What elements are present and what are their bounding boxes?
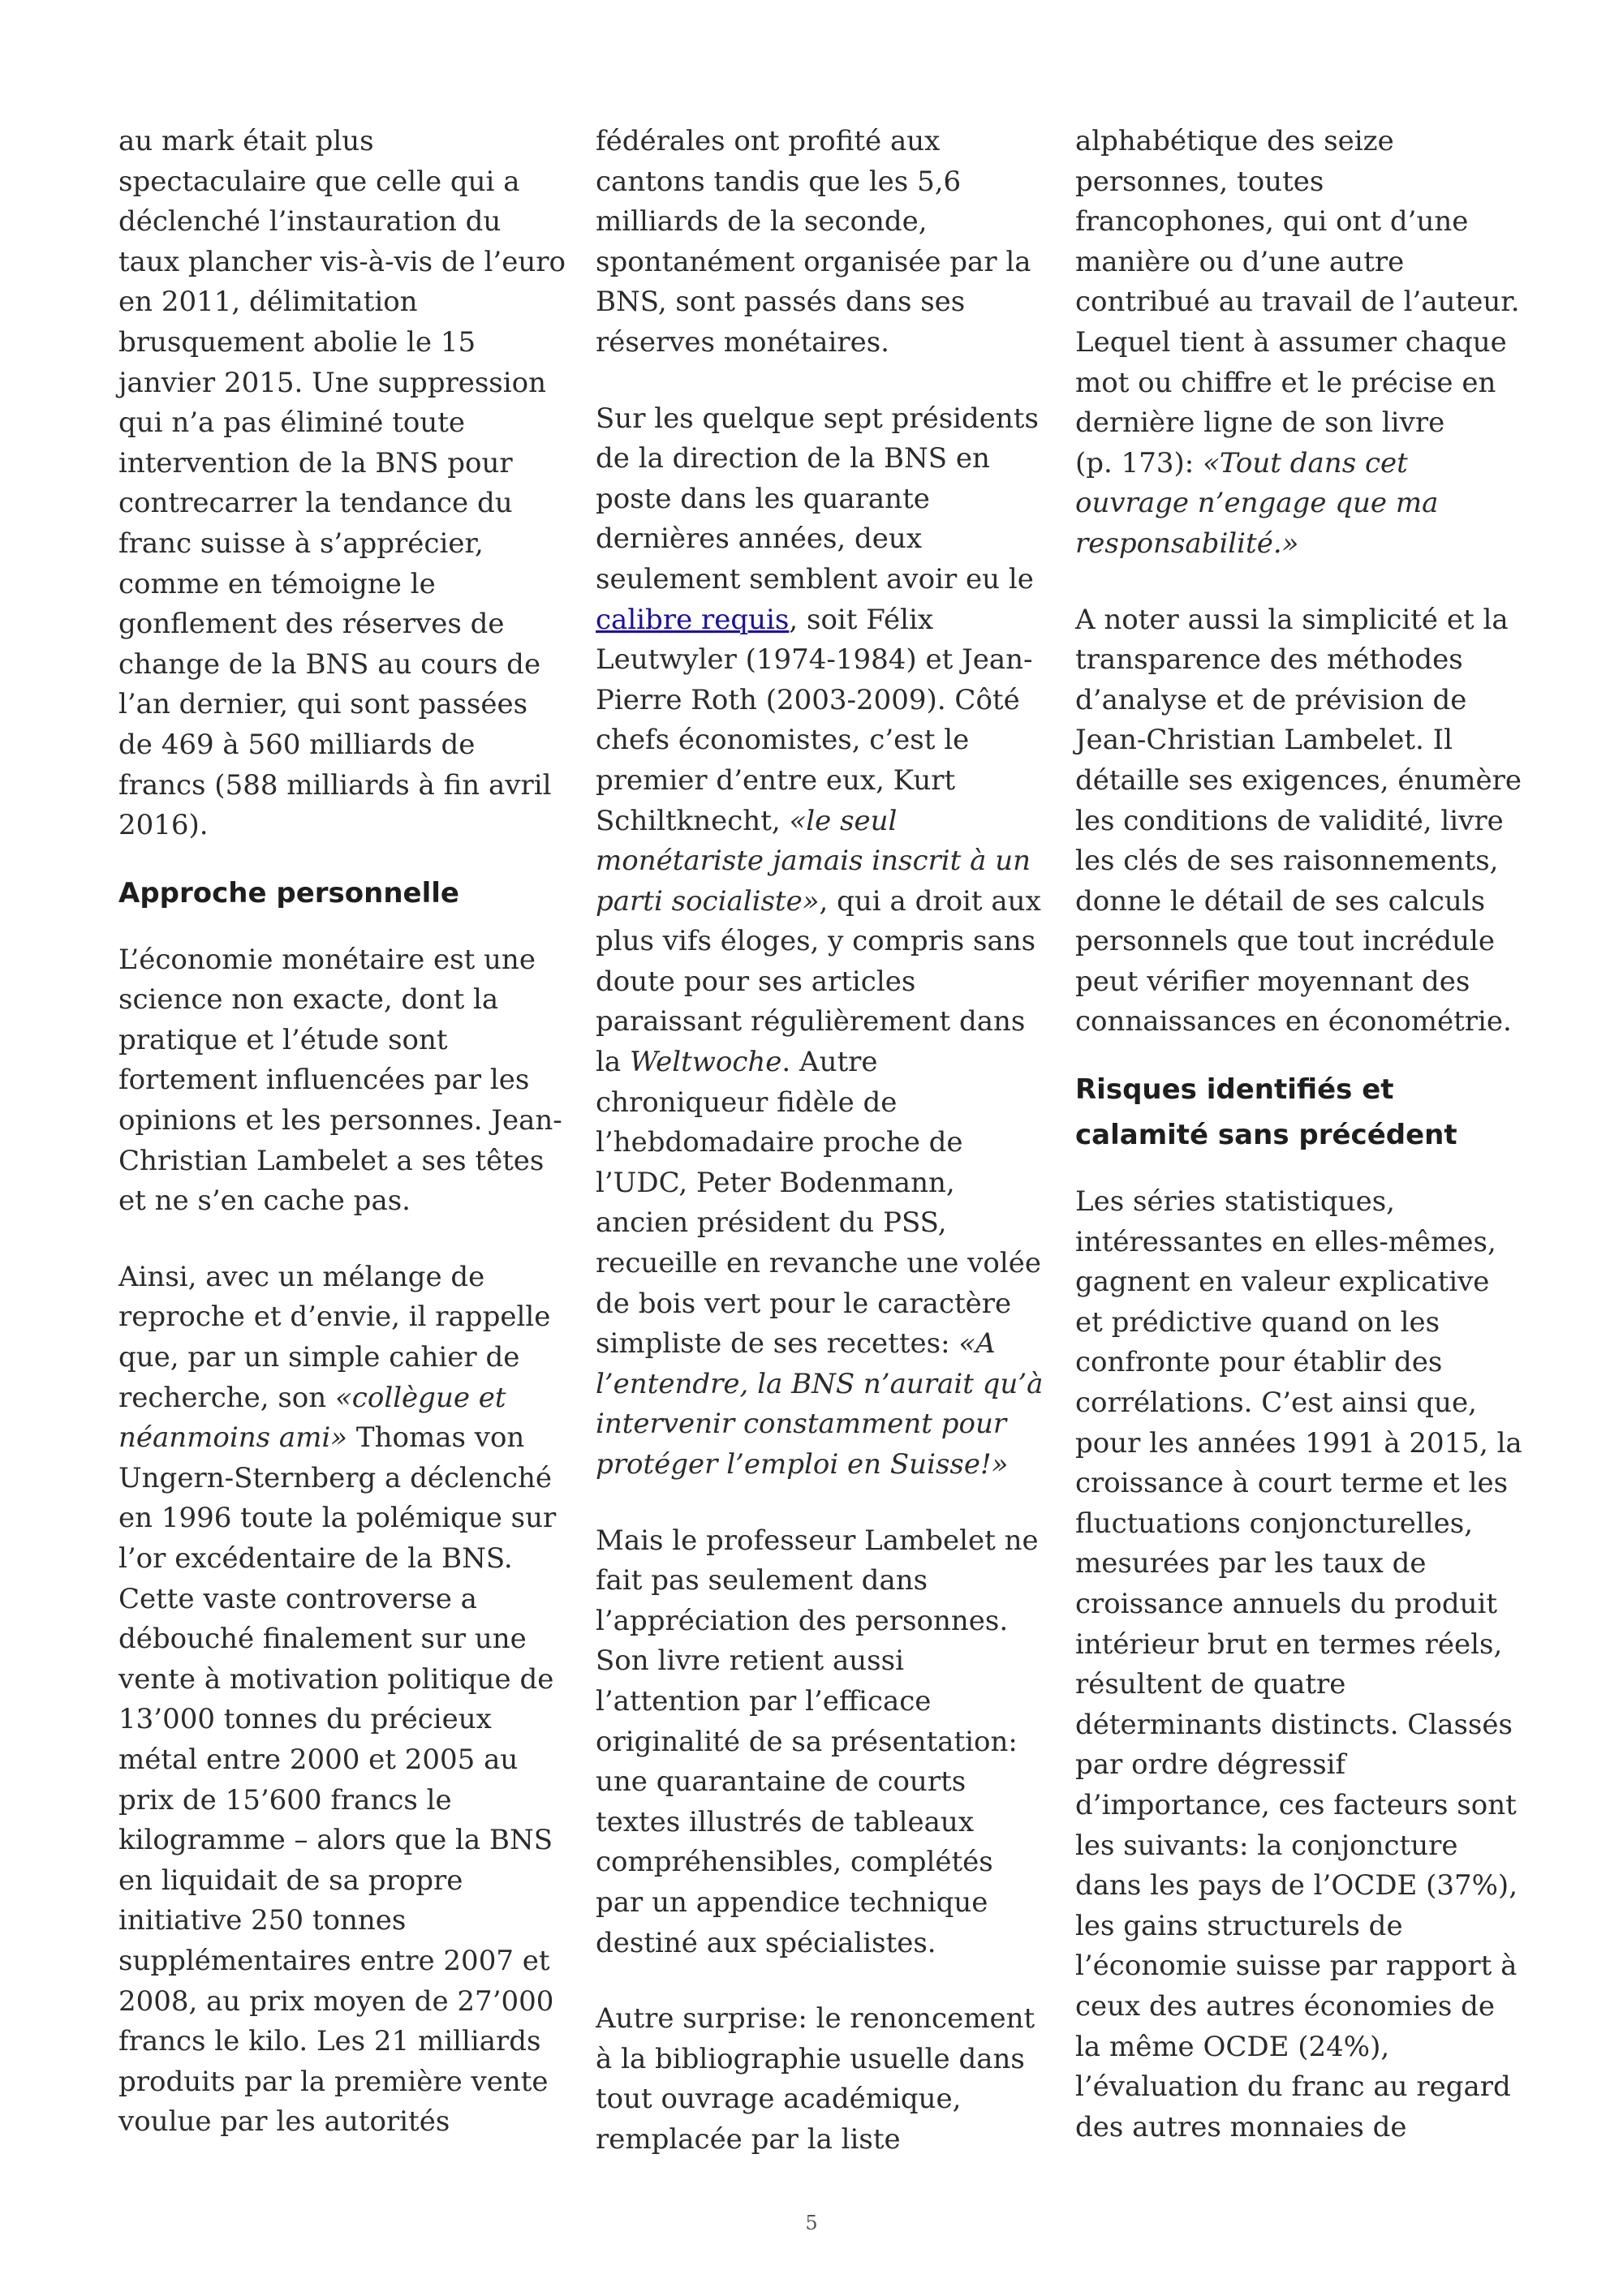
text-line: les gains structurels de bbox=[1075, 1909, 1403, 1942]
text-line: manière ou d’une autre bbox=[1075, 245, 1405, 278]
text-line: cantons tandis que les 5,6 bbox=[596, 165, 962, 198]
text-line: spontanément organisée par la bbox=[596, 245, 1031, 278]
quote-italic: néanmoins ami» bbox=[118, 1421, 348, 1455]
text-line: doute pour ses articles bbox=[596, 965, 916, 998]
text-line: francs le kilo. Les 21 milliards bbox=[118, 2025, 541, 2058]
text-line: initiative 250 tonnes bbox=[118, 1904, 407, 1937]
text-line: Sur les quelque sept présidents bbox=[596, 402, 1039, 435]
text-line: déterminants distincts. Classés bbox=[1075, 1708, 1513, 1741]
text-line: et prédictive quand on les bbox=[1075, 1305, 1440, 1339]
text-line: personnes, toutes bbox=[1075, 165, 1324, 198]
text-line: chroniqueur fidèle de bbox=[596, 1086, 898, 1119]
text-run: . Autre bbox=[781, 1046, 878, 1079]
text-line: poste dans les quarante bbox=[596, 482, 930, 515]
text-line: les conditions de validité, livre bbox=[1075, 804, 1504, 837]
text-line: et ne s’en cache pas. bbox=[118, 1185, 411, 1218]
text-line: prix de 15’600 francs le bbox=[118, 1783, 452, 1817]
text-line bbox=[118, 1378, 570, 1419]
text-line: croissance à court terme et les bbox=[1075, 1467, 1509, 1500]
text-line: intervention de la BNS pour bbox=[118, 446, 513, 479]
paragraph bbox=[596, 1999, 1047, 2160]
text-line: de la direction de la BNS en bbox=[596, 442, 990, 475]
text-line: ancien président du PSS, bbox=[596, 1206, 947, 1240]
text-line: en 1996 toute la polémique sur bbox=[118, 1502, 557, 1535]
text-line: l’UDC, Peter Bodenmann, bbox=[596, 1166, 955, 1199]
paragraph bbox=[1075, 1182, 1526, 2148]
text-line: l’hebdomadaire proche de bbox=[596, 1126, 963, 1159]
text-line: par ordre dégressif bbox=[1075, 1748, 1346, 1782]
text-line: Ainsi, avec un mélange de bbox=[118, 1260, 485, 1293]
page-number: 5 bbox=[805, 2212, 818, 2234]
text-line: fait pas seulement dans bbox=[596, 1564, 928, 1597]
text-line: 2016). bbox=[118, 809, 209, 842]
text-line: taux plancher vis-à-vis de l’euro bbox=[118, 245, 566, 278]
text-line: que, par un simple cahier de bbox=[118, 1341, 520, 1374]
text-line bbox=[596, 1324, 1047, 1365]
text-line: contribué au travail de l’auteur. bbox=[1075, 286, 1520, 319]
text-line: milliards de la seconde, bbox=[596, 205, 928, 239]
text-line: comme en témoigne le bbox=[118, 567, 436, 600]
text-line: Pierre Roth (2003-2009). Côté bbox=[596, 683, 1020, 716]
text-line: de bois vert pour le caractère bbox=[596, 1287, 1012, 1320]
column-3 bbox=[1075, 122, 1526, 2148]
text-line: l’appréciation des personnes. bbox=[596, 1604, 1009, 1637]
section-heading: calamité sans précédent bbox=[1075, 1119, 1457, 1152]
text-line: supplémentaires entre 2007 et bbox=[118, 1944, 550, 1977]
text-line: premier d’entre eux, Kurt bbox=[596, 763, 956, 797]
text-line: francs (588 milliards à fin avril bbox=[118, 768, 552, 802]
text-line: dans les pays de l’OCDE (37%), bbox=[1075, 1869, 1518, 1903]
quote-italic: «collègue et bbox=[335, 1381, 506, 1414]
text-line: tout ouvrage académique, bbox=[596, 2083, 962, 2116]
section-heading: Approche personnelle bbox=[118, 876, 459, 909]
text-line: à la bibliographie usuelle dans bbox=[596, 2042, 1025, 2075]
text-line: donne le détail de ses calculs bbox=[1075, 884, 1486, 918]
text-line: confronte pour établir des bbox=[1075, 1346, 1443, 1379]
text-line: Son livre retient aussi bbox=[596, 1645, 904, 1678]
text-line: produits par la première vente bbox=[118, 2065, 549, 2098]
text-line: dernière ligne de son livre bbox=[1075, 406, 1445, 440]
text-line: réserves monétaires. bbox=[596, 325, 889, 359]
text-line: 13’000 tonnes du précieux bbox=[118, 1703, 492, 1736]
text-line: Jean-Christian Lambelet. Il bbox=[1075, 724, 1453, 757]
text-line: l’économie suisse par rapport à bbox=[1075, 1950, 1518, 1983]
text-line: l’attention par l’efficace bbox=[596, 1684, 932, 1718]
text-line bbox=[118, 1418, 570, 1459]
text-line: croissance annuels du produit bbox=[1075, 1588, 1498, 1620]
text-line: les clés de ses raisonnements, bbox=[1075, 845, 1499, 878]
text-line: personnels que tout incrédule bbox=[1075, 925, 1496, 958]
text-line: au mark était plus bbox=[118, 125, 374, 157]
text-line: BNS, sont passés dans ses bbox=[596, 286, 966, 319]
paragraph bbox=[596, 1521, 1047, 1964]
text-line: responsabilité.» bbox=[1075, 527, 1299, 560]
text-line: alphabétique des seize bbox=[1075, 125, 1394, 157]
paragraph bbox=[1075, 122, 1526, 565]
text-run: Schiltknecht, bbox=[596, 804, 790, 837]
text-line: gonflement des réserves de bbox=[118, 608, 505, 641]
text-line: francophones, qui ont d’une bbox=[1075, 205, 1469, 239]
text-line: 2008, au prix moyen de 27’000 bbox=[118, 1984, 554, 2018]
quote-italic: «le seul bbox=[789, 804, 898, 837]
column-1 bbox=[118, 122, 570, 2143]
text-line: la même OCDE (24%), bbox=[1075, 2030, 1390, 2063]
text-line: monétariste jamais inscrit à un bbox=[596, 845, 1031, 878]
text-line: dernières années, deux bbox=[596, 522, 922, 556]
text-line: d’importance, ces facteurs sont bbox=[1075, 1788, 1517, 1821]
calibre-requis-link[interactable]: calibre requis bbox=[596, 603, 790, 636]
text-line: corrélations. C’est ainsi que, bbox=[1075, 1387, 1477, 1420]
section-heading: Risques identifiés et bbox=[1075, 1073, 1394, 1107]
text-line: débouché finalement sur une bbox=[118, 1623, 527, 1656]
text-line: fluctuations conjoncturelles, bbox=[1075, 1507, 1474, 1540]
text-line: Cette vaste controverse a bbox=[118, 1582, 477, 1615]
text-line: change de la BNS au cours de bbox=[118, 647, 541, 681]
text-line: Christian Lambelet a ses têtes bbox=[118, 1144, 545, 1177]
text-line: de 469 à 560 milliards de bbox=[118, 728, 476, 761]
text-line: vente à motivation politique de bbox=[118, 1662, 554, 1696]
text-line: en liquidait de sa propre bbox=[118, 1864, 463, 1897]
text-line: une quarantaine de courts bbox=[596, 1765, 966, 1799]
text-line: les suivants: la conjoncture bbox=[1075, 1829, 1458, 1862]
text-line: connaissances en économétrie. bbox=[1075, 1005, 1512, 1038]
text-line: des autres monnaies de bbox=[1075, 2110, 1407, 2143]
text-line: Mais le professeur Lambelet ne bbox=[596, 1524, 1039, 1557]
text-line: seulement semblent avoir eu le bbox=[596, 562, 1034, 595]
text-run: Thomas von bbox=[347, 1421, 525, 1455]
publication-title: Weltwoche bbox=[629, 1046, 782, 1079]
text-line: qui n’a pas éliminé toute bbox=[118, 406, 466, 440]
text-line: métal entre 2000 et 2005 au bbox=[118, 1743, 519, 1776]
text-line: L’économie monétaire est une bbox=[118, 943, 536, 976]
text-line: paraissant régulièrement dans bbox=[596, 1005, 1026, 1038]
text-line: janvier 2015. Une suppression bbox=[118, 366, 546, 399]
text-line: destiné aux spécialistes. bbox=[596, 1926, 936, 1959]
text-line: recueille en revanche une volée bbox=[596, 1247, 1041, 1280]
text-line: l’entendre, la BNS n’aurait qu’à bbox=[596, 1367, 1044, 1400]
text-run: , qui a droit aux bbox=[819, 884, 1041, 918]
text-line: résultent de quatre bbox=[1075, 1668, 1346, 1701]
text-line: spectaculaire que celle qui a bbox=[118, 165, 520, 198]
text-line: Lequel tient à assumer chaque bbox=[1075, 325, 1507, 359]
text-line: pratique et l’étude sont bbox=[118, 1023, 448, 1056]
quote-italic: «A bbox=[958, 1327, 996, 1361]
text-line: Leutwyler (1974-1984) et Jean- bbox=[596, 643, 1033, 677]
text-line: l’évaluation du franc au regard bbox=[1075, 2070, 1511, 2104]
paragraph bbox=[1075, 600, 1526, 1043]
text-line: ceux des autres économies de bbox=[1075, 1989, 1496, 2023]
text-line: chefs économistes, c’est le bbox=[596, 724, 970, 757]
text-line: en 2011, délimitation bbox=[118, 286, 418, 319]
text-line: brusquement abolie le 15 bbox=[118, 325, 476, 359]
text-run: simpliste de ses recettes: bbox=[596, 1327, 959, 1361]
text-run: (p. 173): bbox=[1075, 446, 1203, 479]
text-line: fortement influencées par les bbox=[118, 1064, 530, 1097]
text-line: intéressantes en elles-mêmes, bbox=[1075, 1225, 1496, 1258]
text-line: opinions et les personnes. Jean- bbox=[118, 1104, 562, 1137]
text-run: la bbox=[596, 1046, 630, 1079]
text-line: Les séries statistiques, bbox=[1075, 1185, 1395, 1219]
text-line: peut vérifier moyennant des bbox=[1075, 965, 1470, 998]
text-line: transparence des méthodes bbox=[1075, 643, 1463, 677]
text-line: l’or excédentaire de la BNS. bbox=[118, 1542, 513, 1575]
text-line: science non exacte, dont la bbox=[118, 983, 499, 1017]
text-line: originalité de sa présentation: bbox=[596, 1725, 1018, 1758]
text-line: mesurées par les taux de bbox=[1075, 1547, 1427, 1580]
text-line: intervenir constamment pour bbox=[596, 1408, 1007, 1441]
text-line: déclenché l’instauration du bbox=[118, 205, 502, 239]
text-line: franc suisse à s’apprécier, bbox=[118, 527, 484, 560]
text-line: Autre surprise: le renoncement bbox=[596, 2002, 1035, 2036]
text-line: fédérales ont profité aux bbox=[596, 125, 941, 157]
text-line bbox=[1075, 444, 1526, 484]
column-2 bbox=[596, 122, 1047, 2161]
text-line: gagnent en valeur explicative bbox=[1075, 1266, 1490, 1299]
paragraph bbox=[596, 399, 1047, 1486]
text-line: Ungern-Sternberg a déclenché bbox=[118, 1461, 552, 1494]
text-line bbox=[596, 882, 1047, 922]
text-line: plus vifs éloges, y compris sans bbox=[596, 925, 1036, 958]
text-line: reproche et d’envie, il rappelle bbox=[118, 1301, 551, 1334]
text-line bbox=[596, 1043, 1047, 1083]
text-line: pour les années 1991 à 2015, la bbox=[1075, 1426, 1522, 1460]
text-line: textes illustrés de tableaux bbox=[596, 1805, 974, 1838]
text-line: mot ou chiffre et le précise en bbox=[1075, 366, 1496, 399]
paragraph bbox=[118, 1258, 570, 2143]
text-line: l’an dernier, qui sont passées bbox=[118, 688, 528, 721]
paragraph bbox=[596, 122, 1047, 363]
text-line: compréhensibles, complétés bbox=[596, 1846, 993, 1879]
text-line: A noter aussi la simplicité et la bbox=[1075, 603, 1509, 636]
text-line: contrecarrer la tendance du bbox=[118, 487, 513, 520]
text-line: intérieur brut en termes réels, bbox=[1075, 1627, 1503, 1661]
text-line: protéger l’emploi en Suisse!» bbox=[596, 1448, 1009, 1481]
paragraph bbox=[118, 940, 570, 1222]
text-line: voulue par les autorités bbox=[118, 2105, 450, 2139]
text-run: recherche, son bbox=[118, 1381, 335, 1414]
text-line bbox=[596, 600, 1047, 641]
text-line bbox=[596, 802, 1047, 842]
text-run: , soit Félix bbox=[789, 603, 934, 636]
quote-italic: «Tout dans cet bbox=[1203, 446, 1408, 479]
text-line: remplacée par la liste bbox=[596, 2122, 901, 2156]
text-line: par un appendice technique bbox=[596, 1885, 988, 1919]
paragraph bbox=[118, 122, 570, 846]
text-line: ouvrage n’engage que ma bbox=[1075, 487, 1439, 520]
text-line: détaille ses exigences, énumère bbox=[1075, 763, 1522, 797]
text-line: kilogramme – alors que la BNS bbox=[118, 1824, 553, 1857]
quote-italic: parti socialiste» bbox=[596, 884, 820, 918]
text-line: d’analyse et de prévision de bbox=[1075, 683, 1467, 716]
